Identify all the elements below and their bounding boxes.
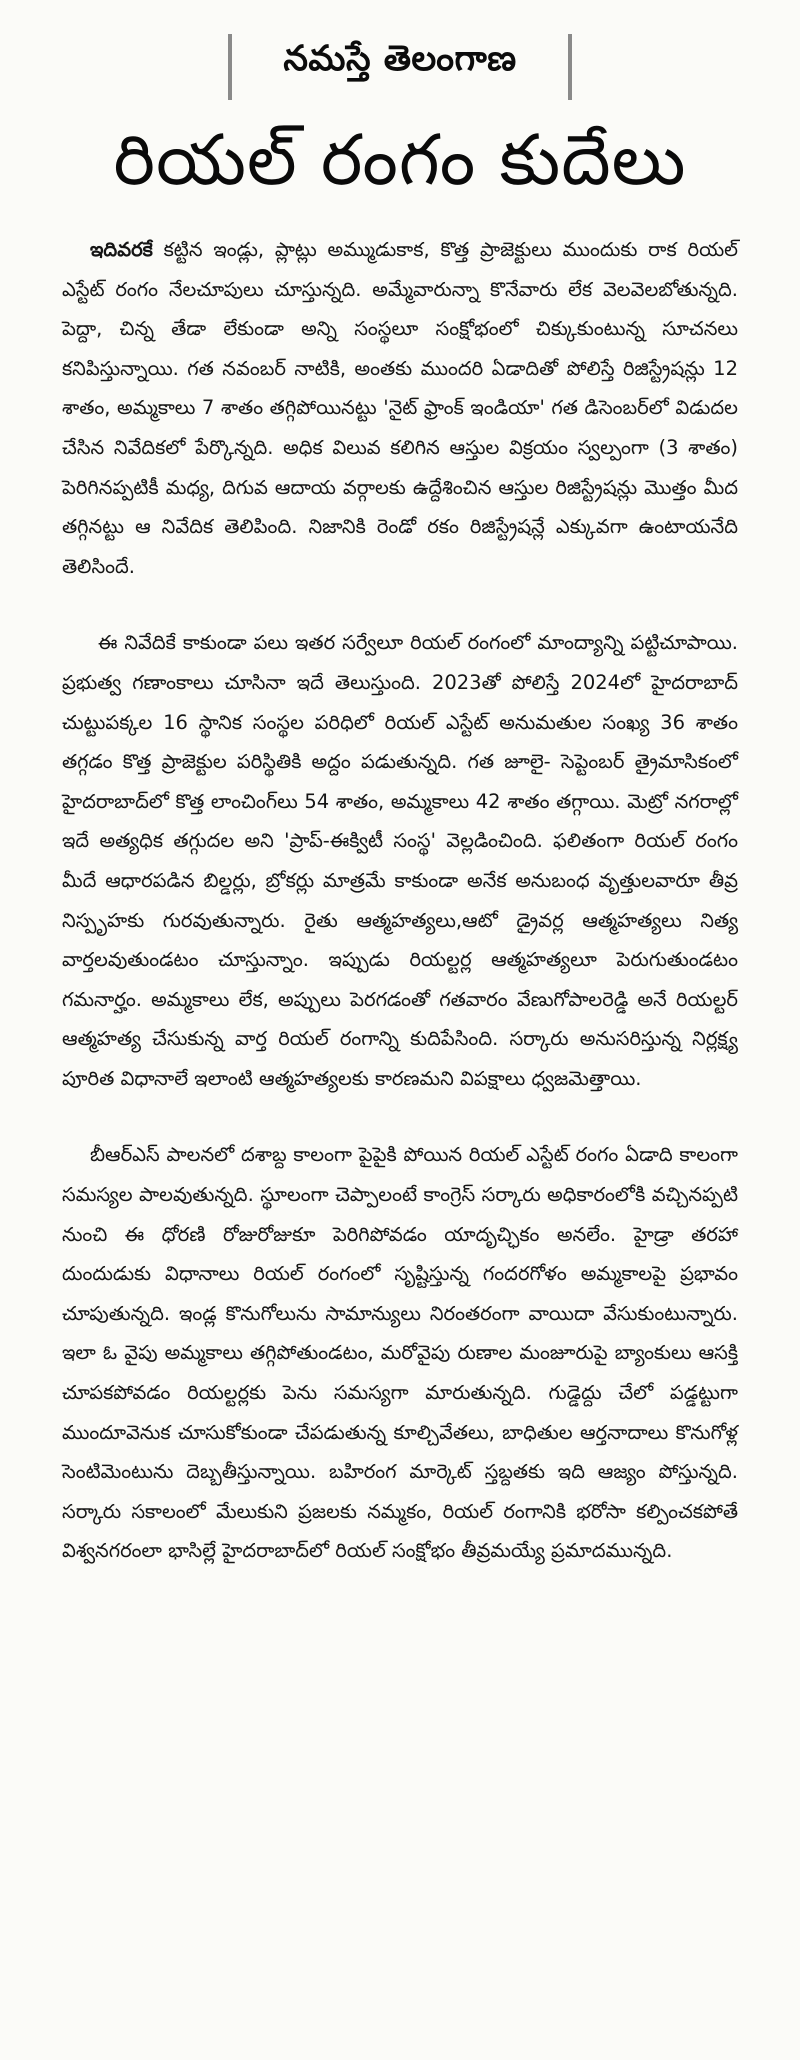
article-body	[62, 230, 738, 1571]
paragraph-3: బీఆర్ఎస్ పాలనలో దశాబ్ద కాలంగా పైపైకి పోయిన రియల్ ఎస్టేట్ రంగం ఏడాది కాలంగా సమస్యల పాలవుతున్నది. స్థూలంగా చెప్పాలంటే కాంగ్రెస్ సర్కారు అధికారంలోకి వచ్చినప్పటి నుంచి ఈ ధోరణి రోజురోజుకూ పెరిగిపోవడం యాదృచ్ఛికం అనలేం. హైడ్రా తరహా దుందుడుకు విధానాలు రియల్ రంగంలో సృష్టిస్తున్న గందరగోళం అమ్మకాలపై ప్రభావం చూపుతున్నది. ఇండ్ల కొనుగోలును సామాన్యులు నిరంతరంగా వాయిదా వేసుకుంటున్నారు. ఇలా ఓ వైపు అమ్మకాలు తగ్గిపోతుండటం, మరోవైపు రుణాల మంజూరుపై బ్యాంకులు ఆసక్తి చూపకపోవడం రియల్టర్లకు పెను సమస్యగా మారుతున్నది. గుడ్డెద్దు చేలో పడ్డట్టుగా ముందూవెనుక చూసుకోకుండా చేపడుతున్న కూల్చివేతలు, బాధితుల ఆర్తనాదాలు కొనుగోళ్ల సెంటిమెంటును దెబ్బతీస్తున్నాయి. బహిరంగ మార్కెట్ స్తబ్దతకు ఇది ఆజ్యం పోస్తున్నది. సర్కారు సకాలంలో మేలుకుని ప్రజలకు నమ్మకం, రియల్ రంగానికి భరోసా కల్పించకపోతే విశ్వనగరంలా భాసిల్లే హైదరాబాద్‌లో రియల్ సంక్షోభం తీవ్రమయ్యే ప్రమాదమున్నది.	[62, 1143, 738, 1563]
paragraph-1-text: కట్టిన ఇండ్లు, ప్లాట్లు అమ్ముడుకాక, కొత్త ప్రాజెక్టులు ముందుకు రాక రియల్ ఎస్టేట్ రంగం నేలచూపులు చూస్తున్నది. అమ్మేవారున్నా కొనేవారు లేక వెలవెలబోతున్నది. పెద్దా, చిన్న తేడా లేకుండా అన్ని సంస్థలూ సంక్షోభంలో చిక్కుకుంటున్న సూచనలు కనిపిస్తున్నాయి. గత నవంబర్ నాటికి, అంతకు ముందరి ఏడాదితో పోలిస్తే రిజిస్ట్రేషన్లు 12 శాతం, అమ్మకాలు 7 శాతం తగ్గిపోయినట్టు 'నైట్ ఫ్రాంక్ ఇండియా' గత డిసెంబర్‌లో విడుదల చేసిన నివేదికలో పేర్కొన్నది. అధిక విలువ కలిగిన ఆస్తుల విక్రయం స్వల్పంగా (3 శాతం) పెరిగినప్పటికీ మధ్య, దిగువ ఆదాయ వర్గాలకు ఉద్దేశించిన ఆస్తుల రిజిస్ట్రేషన్లు మొత్తం మీద తగ్గినట్టు ఆ నివేదిక తెలిపింది. నిజానికి రెండో రకం రిజిస్ట్రేషన్లే ఎక్కువగా ఉంటాయనేది తెలిసిందే.	[62, 238, 738, 578]
masthead	[220, 28, 580, 98]
headline: రియల్ రంగం కుదేలు	[113, 119, 687, 201]
masthead-right-rule	[568, 34, 572, 100]
lead-word: ఇదివరకే	[90, 238, 153, 261]
newspaper-name: నమస్తే తెలంగాణ	[283, 39, 517, 79]
paragraph-1	[62, 230, 738, 586]
paragraph-2: ఈ నివేదికే కాకుండా పలు ఇతర సర్వేలూ రియల్ రంగంలో మాంద్యాన్ని పట్టిచూపాయి. ప్రభుత్వ గణాంకాలు చూసినా ఇదే తెలుస్తుంది. 2023తో పోలిస్తే 2024లో హైదరాబాద్ చుట్టుపక్కల 16 స్థానిక సంస్థల పరిధిలో రియల్ ఎస్టేట్ అనుమతుల సంఖ్య 36 శాతం తగ్గడం కొత్త ప్రాజెక్టుల పరిస్థితికి అద్దం పడుతున్నది. గత జూలై- సెప్టెంబర్ త్రైమాసికంలో హైదరాబాద్‌లో కొత్త లాంచింగ్‌లు 54 శాతం, అమ్మకాలు 42 శాతం తగ్గాయి. మెట్రో నగరాల్లో ఇదే అత్యధిక తగ్గుదల అని 'ప్రాప్-ఈక్విటీ సంస్థ' వెల్లడించింది. ఫలితంగా రియల్ రంగం మీదే ఆధారపడిన బిల్డర్లు, బ్రోకర్లు మాత్రమే కాకుండా అనేక అనుబంధ వృత్తులవారూ తీవ్ర నిస్పృహకు గురవుతున్నారు. రైతు ఆత్మహత్యలు,ఆటో డ్రైవర్ల ఆత్మహత్యలు నిత్య వార్తలవుతుండటం చూస్తున్నాం. ఇప్పుడు రియల్టర్ల ఆత్మహత్యలూ పెరుగుతుండటం గమనార్హం. అమ్మకాలు లేక, అప్పులు పెరగడంతో గతవారం వేణుగోపాలరెడ్డి అనే రియల్టర్ ఆత్మహత్య చేసుకున్న వార్త రియల్ రంగాన్ని కుదిపేసింది. సర్కారు అనుసరిస్తున్న నిర్లక్ష్య పూరిత విధానాలే ఇలాంటి ఆత్మహత్యలకు కారణమని విపక్షాలు ధ్వజమెత్తాయి.	[62, 631, 738, 1090]
masthead-left-rule	[228, 34, 232, 100]
